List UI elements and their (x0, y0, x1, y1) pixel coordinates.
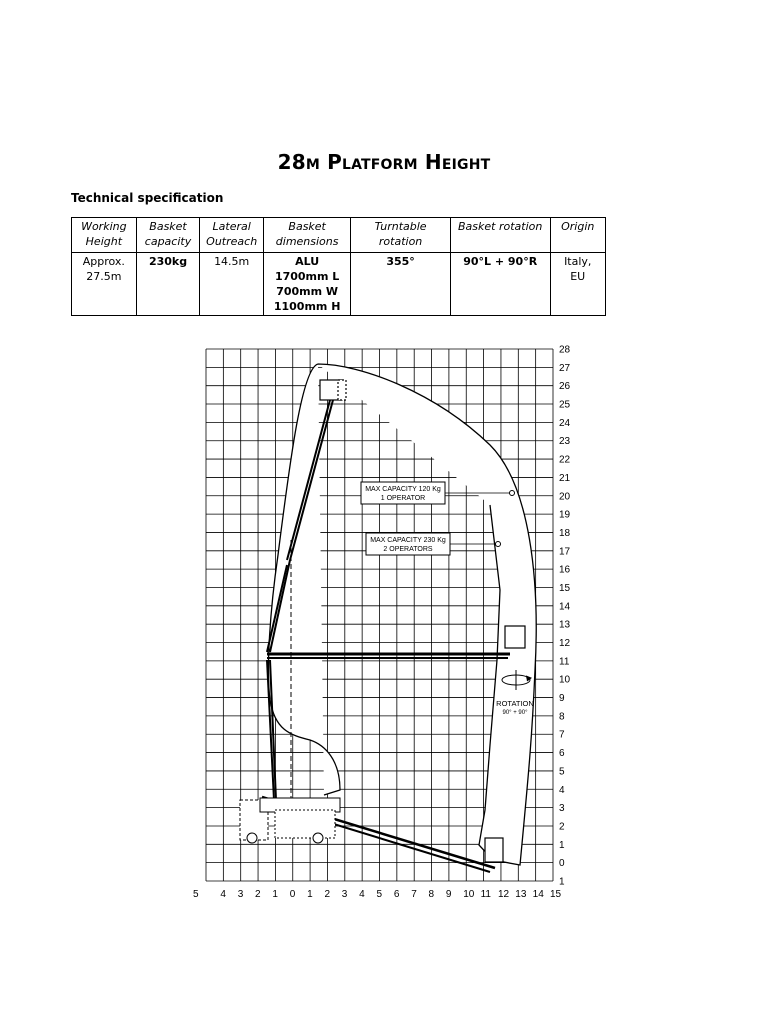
value-basket-rotation: 90°L + 90°R (450, 253, 550, 316)
x-tick-label: 7 (411, 889, 417, 900)
header-working-height: Working Height (72, 218, 137, 253)
y-tick-label: 1 (559, 839, 565, 851)
working-envelope (268, 364, 536, 865)
value-working-height: Approx. 27.5m (72, 253, 137, 316)
y-tick-label: 0 (559, 858, 565, 870)
y-tick-label: 13 (559, 619, 571, 631)
page-title: 28m Platform Height (277, 150, 491, 174)
y-tick-label: 3 (559, 803, 565, 815)
y-axis-labels (559, 345, 571, 888)
header-turntable-rotation: Turntable rotation (351, 218, 451, 253)
x-tick-label: 1 (272, 889, 278, 900)
rotation-label-line1: ROTATION (496, 699, 534, 708)
x-tick-label: 9 (445, 889, 452, 900)
y-tick-label: 24 (559, 417, 571, 429)
header-basket-capacity: Basket capacity (136, 218, 200, 253)
y-tick-label: 18 (559, 527, 571, 539)
y-tick-label: 11 (559, 656, 570, 668)
header-origin: Origin (550, 218, 606, 253)
x-tick-label: 15 (550, 889, 562, 900)
truck-base (240, 798, 340, 843)
y-tick-label: 25 (559, 399, 571, 411)
rotation-label-line2: 90° + 90° (502, 710, 528, 716)
callout-230kg (366, 533, 501, 555)
y-tick-label: 16 (559, 564, 571, 576)
x-tick-label: 0 (289, 889, 296, 900)
y-tick-label: 4 (559, 784, 565, 796)
spec-table (71, 217, 606, 316)
x-tick-label: 1 (307, 889, 313, 900)
value-lateral-outreach: 14.5m (200, 253, 264, 316)
callout-120kg-line2: 1 OPERATOR (380, 495, 426, 502)
x-tick-label: 12 (497, 889, 510, 900)
x-tick-label: 8 (428, 889, 435, 900)
x-tick-label: 13 (515, 889, 527, 900)
section-heading: Technical specification (71, 191, 224, 205)
y-tick-label: 12 (559, 638, 571, 650)
y-tick-label: 6 (559, 748, 565, 760)
y-tick-label: 20 (559, 491, 571, 503)
basket-top (320, 380, 346, 400)
value-turntable-rotation: 355° (351, 253, 451, 316)
x-tick-label: 5 (376, 889, 383, 900)
y-tick-label: 14 (559, 601, 571, 613)
basket-bottom (485, 838, 503, 862)
y-tick-label: 9 (559, 693, 565, 705)
x-tick-label: 4 (220, 889, 226, 900)
x-axis-labels (193, 889, 562, 900)
x-tick-label: 2 (255, 889, 261, 900)
callout-230kg-line1: MAX CAPACITY 230 Kg (370, 537, 446, 544)
y-tick-label: 19 (559, 509, 571, 521)
y-tick-label: 2 (559, 821, 565, 833)
y-tick-label: 21 (559, 472, 571, 484)
header-basket-rotation: Basket rotation (450, 218, 550, 253)
header-lateral-outreach: Lateral Outreach (200, 218, 264, 253)
spec-header-row (72, 218, 606, 253)
callout-120kg-line1: MAX CAPACITY 120 Kg (365, 486, 441, 493)
y-tick-label: 17 (559, 546, 571, 558)
y-tick-label: 8 (559, 711, 565, 723)
x-tick-label: 2 (324, 889, 331, 900)
x-tick-label: 6 (393, 889, 400, 900)
value-basket-capacity: 230kg (136, 253, 200, 316)
header-basket-dimensions: Basket dimensions (264, 218, 351, 253)
x-tick-label: 4 (359, 889, 365, 900)
y-tick-label: 5 (559, 766, 565, 778)
value-basket-dimensions: ALU 1700mm L 700mm W 1100mm H (264, 253, 351, 316)
y-tick-label: 10 (559, 674, 571, 686)
y-tick-label: 7 (559, 729, 565, 741)
x-tick-label: 3 (341, 889, 348, 900)
x-tick-label: 11 (480, 889, 491, 900)
spec-value-row (72, 253, 606, 316)
x-tick-label: 14 (532, 889, 544, 900)
x-tick-label: 3 (237, 889, 244, 900)
y-tick-label: 22 (559, 454, 571, 466)
callout-230kg-line2: 2 OPERATORS (383, 546, 433, 553)
x-tick-label: 5 (193, 889, 199, 900)
y-tick-label: 1 (559, 876, 565, 888)
y-tick-label: 15 (559, 582, 571, 594)
y-tick-label: 23 (559, 436, 571, 448)
y-tick-label: 28 (559, 344, 571, 356)
value-origin: Italy, EU (550, 253, 606, 316)
basket-side (505, 626, 525, 648)
working-envelope-diagram (190, 340, 580, 910)
y-tick-label: 27 (559, 362, 571, 374)
x-tick-label: 10 (463, 889, 475, 900)
y-tick-label: 26 (559, 381, 571, 393)
